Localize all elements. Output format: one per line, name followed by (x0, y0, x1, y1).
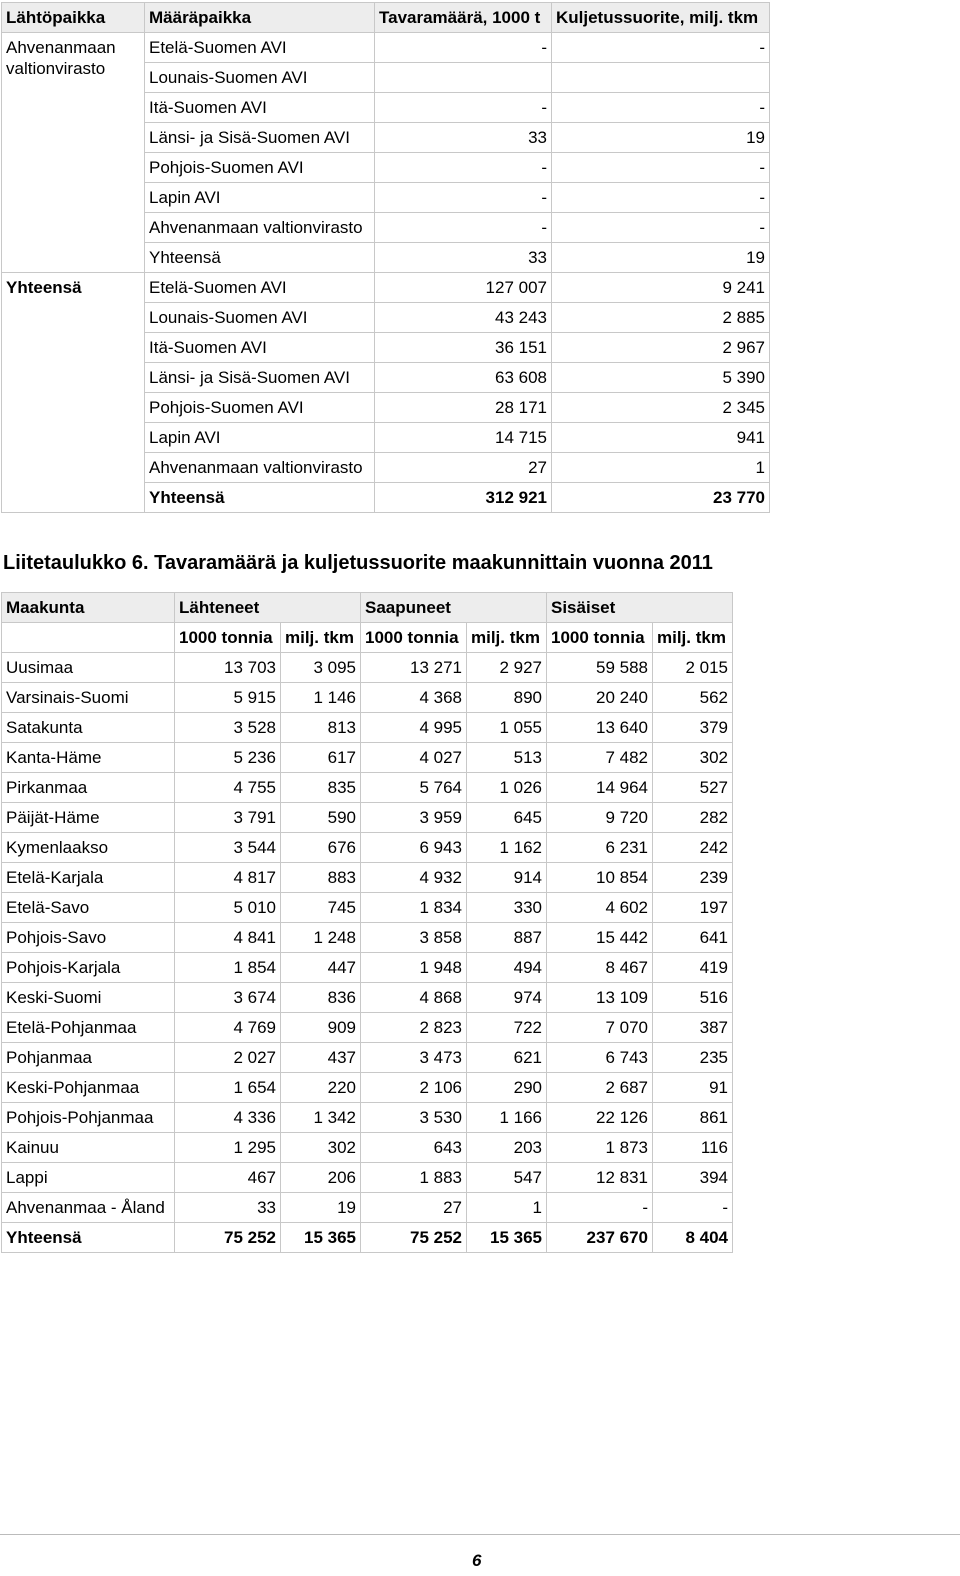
value-cell: 15 442 (547, 923, 653, 953)
value-cell: 835 (281, 773, 361, 803)
region-cell: Etelä-Pohjanmaa (2, 1013, 175, 1043)
value-cell: 33 (375, 123, 552, 153)
value-cell: 7 070 (547, 1013, 653, 1043)
value-cell: 4 602 (547, 893, 653, 923)
value-cell: 13 109 (547, 983, 653, 1013)
value-cell: 1 948 (361, 953, 467, 983)
region-cell: Kanta-Häme (2, 743, 175, 773)
total-value: 15 365 (467, 1223, 547, 1253)
unit-header: 1000 tonnia (547, 623, 653, 653)
region-cell: Etelä-Karjala (2, 863, 175, 893)
value-cell: 4 995 (361, 713, 467, 743)
value-cell: 9 241 (552, 273, 770, 303)
value-cell: 235 (653, 1043, 733, 1073)
total-value: 75 252 (361, 1223, 467, 1253)
value-cell: 547 (467, 1163, 547, 1193)
value-cell: 641 (653, 923, 733, 953)
value-cell: 302 (653, 743, 733, 773)
table-caption: Liitetaulukko 6. Tavaramäärä ja kuljetussuorite maakunnittain vuonna 2011 (3, 552, 713, 574)
total-label: Yhteensä (2, 1223, 175, 1253)
value-cell: 2 885 (552, 303, 770, 333)
table-row (2, 1193, 733, 1223)
value-cell: - (375, 153, 552, 183)
value-cell: 890 (467, 683, 547, 713)
value-cell: 447 (281, 953, 361, 983)
value-cell: 516 (653, 983, 733, 1013)
value-cell: 33 (175, 1193, 281, 1223)
value-cell: 2 345 (552, 393, 770, 423)
value-cell: 19 (552, 123, 770, 153)
empty-header-cell (2, 623, 175, 653)
value-cell: 5 236 (175, 743, 281, 773)
value-cell: 437 (281, 1043, 361, 1073)
value-cell: 1 146 (281, 683, 361, 713)
region-cell: Pohjois-Karjala (2, 953, 175, 983)
destination-cell: Lapin AVI (145, 183, 375, 213)
value-cell: 116 (653, 1133, 733, 1163)
region-cell: Ahvenanmaa - Åland (2, 1193, 175, 1223)
table-row (2, 33, 770, 63)
value-cell: 239 (653, 863, 733, 893)
table-row (2, 893, 733, 923)
value-cell: 4 868 (361, 983, 467, 1013)
value-cell: 887 (467, 923, 547, 953)
value-cell: 4 027 (361, 743, 467, 773)
value-cell: - (547, 1193, 653, 1223)
value-cell: 4 336 (175, 1103, 281, 1133)
value-cell: 861 (653, 1103, 733, 1133)
value-cell: 590 (281, 803, 361, 833)
page-number: 6 (472, 1551, 482, 1570)
value-cell: 10 854 (547, 863, 653, 893)
value-cell: 467 (175, 1163, 281, 1193)
footer-divider (0, 1534, 960, 1535)
table-row (2, 683, 733, 713)
origin-cell: Yhteensä (2, 273, 145, 513)
value-cell: 3 473 (361, 1043, 467, 1073)
total-value: 75 252 (175, 1223, 281, 1253)
group-header: Maakunta (2, 593, 175, 623)
value-cell: 745 (281, 893, 361, 923)
total-row (2, 1223, 733, 1253)
value-cell: 974 (467, 983, 547, 1013)
table-row (2, 713, 733, 743)
value-cell: 1 162 (467, 833, 547, 863)
value-cell: 1 873 (547, 1133, 653, 1163)
total-value: 15 365 (281, 1223, 361, 1253)
value-cell: 220 (281, 1073, 361, 1103)
region-cell: Varsinais-Suomi (2, 683, 175, 713)
region-cell: Satakunta (2, 713, 175, 743)
value-cell: 13 271 (361, 653, 467, 683)
table-row (2, 833, 733, 863)
value-cell: 1 (552, 453, 770, 483)
unit-header: milj. tkm (281, 623, 361, 653)
destination-cell: Yhteensä (145, 243, 375, 273)
value-cell: 722 (467, 1013, 547, 1043)
value-cell: 63 608 (375, 363, 552, 393)
destination-cell: Ahvenanmaan valtionvirasto (145, 213, 375, 243)
value-cell: 2 027 (175, 1043, 281, 1073)
value-cell: 27 (375, 453, 552, 483)
value-cell: 941 (552, 423, 770, 453)
value-cell: 562 (653, 683, 733, 713)
column-header: Tavaramäärä, 1000 t (375, 3, 552, 33)
destination-cell: Lounais-Suomen AVI (145, 63, 375, 93)
column-header: Lähtöpaikka (2, 3, 145, 33)
value-cell: 3 528 (175, 713, 281, 743)
value-cell (552, 63, 770, 93)
table-row (2, 1013, 733, 1043)
value-cell: 1 026 (467, 773, 547, 803)
value-cell: 1 883 (361, 1163, 467, 1193)
sub-header-row (2, 623, 733, 653)
destination-cell: Etelä-Suomen AVI (145, 273, 375, 303)
group-header: Sisäiset (547, 593, 733, 623)
table-header-row (2, 3, 770, 33)
value-cell: 8 467 (547, 953, 653, 983)
region-cell: Pirkanmaa (2, 773, 175, 803)
destination-cell: Yhteensä (145, 483, 375, 513)
value-cell: 394 (653, 1163, 733, 1193)
value-cell: 3 959 (361, 803, 467, 833)
value-cell: 3 530 (361, 1103, 467, 1133)
value-cell: 643 (361, 1133, 467, 1163)
value-cell: 12 831 (547, 1163, 653, 1193)
value-cell: 1 055 (467, 713, 547, 743)
value-cell: 197 (653, 893, 733, 923)
region-freight-table (1, 592, 733, 1253)
value-cell: 4 841 (175, 923, 281, 953)
region-cell: Etelä-Savo (2, 893, 175, 923)
unit-header: 1000 tonnia (361, 623, 467, 653)
value-cell: 19 (552, 243, 770, 273)
value-cell: - (375, 93, 552, 123)
value-cell: 19 (281, 1193, 361, 1223)
value-cell: 4 769 (175, 1013, 281, 1043)
value-cell: 13 640 (547, 713, 653, 743)
column-header: Kuljetussuorite, milj. tkm (552, 3, 770, 33)
value-cell: 813 (281, 713, 361, 743)
value-cell: - (375, 183, 552, 213)
value-cell: 5 915 (175, 683, 281, 713)
destination-cell: Lounais-Suomen AVI (145, 303, 375, 333)
value-cell: - (552, 33, 770, 63)
group-header: Lähteneet (175, 593, 361, 623)
value-cell: 1 854 (175, 953, 281, 983)
value-cell: 13 703 (175, 653, 281, 683)
avi-freight-table (1, 2, 770, 513)
value-cell: - (552, 213, 770, 243)
table-row (2, 803, 733, 833)
value-cell: 2 106 (361, 1073, 467, 1103)
value-cell: - (375, 33, 552, 63)
region-cell: Uusimaa (2, 653, 175, 683)
value-cell: 206 (281, 1163, 361, 1193)
table-row (2, 1073, 733, 1103)
value-cell: 1 654 (175, 1073, 281, 1103)
value-cell: 3 544 (175, 833, 281, 863)
value-cell: 9 720 (547, 803, 653, 833)
value-cell: 4 755 (175, 773, 281, 803)
table-row (2, 1163, 733, 1193)
column-header: Määräpaikka (145, 3, 375, 33)
value-cell: 3 858 (361, 923, 467, 953)
table-row (2, 743, 733, 773)
value-cell: 419 (653, 953, 733, 983)
value-cell: 1 (467, 1193, 547, 1223)
value-cell: 836 (281, 983, 361, 1013)
value-cell: 43 243 (375, 303, 552, 333)
value-cell: - (375, 213, 552, 243)
destination-cell: Lapin AVI (145, 423, 375, 453)
value-cell: 1 166 (467, 1103, 547, 1133)
total-value: 237 670 (547, 1223, 653, 1253)
table-row (2, 1043, 733, 1073)
value-cell: 28 171 (375, 393, 552, 423)
table-row (2, 773, 733, 803)
value-cell: 513 (467, 743, 547, 773)
destination-cell: Etelä-Suomen AVI (145, 33, 375, 63)
value-cell: 7 482 (547, 743, 653, 773)
table-row (2, 983, 733, 1013)
value-cell: 20 240 (547, 683, 653, 713)
value-cell: 379 (653, 713, 733, 743)
value-cell: 33 (375, 243, 552, 273)
value-cell: 2 967 (552, 333, 770, 363)
value-cell: 527 (653, 773, 733, 803)
value-cell: 494 (467, 953, 547, 983)
value-cell: 203 (467, 1133, 547, 1163)
value-cell: - (552, 183, 770, 213)
total-value: 8 404 (653, 1223, 733, 1253)
value-cell: 4 368 (361, 683, 467, 713)
value-cell: 2 687 (547, 1073, 653, 1103)
value-cell: 91 (653, 1073, 733, 1103)
destination-cell: Pohjois-Suomen AVI (145, 393, 375, 423)
value-cell: 302 (281, 1133, 361, 1163)
value-cell: - (552, 93, 770, 123)
region-cell: Lappi (2, 1163, 175, 1193)
origin-cell: Ahvenanmaan valtionvirasto (2, 33, 145, 273)
destination-cell: Itä-Suomen AVI (145, 93, 375, 123)
unit-header: milj. tkm (467, 623, 547, 653)
unit-header: 1000 tonnia (175, 623, 281, 653)
value-cell: 312 921 (375, 483, 552, 513)
value-cell: 3 674 (175, 983, 281, 1013)
value-cell: 914 (467, 863, 547, 893)
value-cell: 14 964 (547, 773, 653, 803)
value-cell: 387 (653, 1013, 733, 1043)
value-cell: 1 342 (281, 1103, 361, 1133)
value-cell: 4 932 (361, 863, 467, 893)
value-cell: 883 (281, 863, 361, 893)
destination-cell: Länsi- ja Sisä-Suomen AVI (145, 123, 375, 153)
value-cell: 5 010 (175, 893, 281, 923)
table-row (2, 273, 770, 303)
value-cell: 27 (361, 1193, 467, 1223)
group-header-row (2, 593, 733, 623)
value-cell: 1 248 (281, 923, 361, 953)
value-cell: 22 126 (547, 1103, 653, 1133)
value-cell: 6 743 (547, 1043, 653, 1073)
value-cell: 6 943 (361, 833, 467, 863)
table-row (2, 863, 733, 893)
value-cell: 2 927 (467, 653, 547, 683)
value-cell: 6 231 (547, 833, 653, 863)
destination-cell: Ahvenanmaan valtionvirasto (145, 453, 375, 483)
value-cell: 5 390 (552, 363, 770, 393)
value-cell: - (552, 153, 770, 183)
region-cell: Pohjanmaa (2, 1043, 175, 1073)
value-cell: 23 770 (552, 483, 770, 513)
value-cell: 59 588 (547, 653, 653, 683)
table-row (2, 653, 733, 683)
destination-cell: Pohjois-Suomen AVI (145, 153, 375, 183)
value-cell: 4 817 (175, 863, 281, 893)
region-cell: Kainuu (2, 1133, 175, 1163)
value-cell: 290 (467, 1073, 547, 1103)
value-cell: 5 764 (361, 773, 467, 803)
unit-header: milj. tkm (653, 623, 733, 653)
value-cell: - (653, 1193, 733, 1223)
region-cell: Pohjois-Savo (2, 923, 175, 953)
table-row (2, 923, 733, 953)
value-cell: 621 (467, 1043, 547, 1073)
value-cell: 2 015 (653, 653, 733, 683)
value-cell: 676 (281, 833, 361, 863)
value-cell: 2 823 (361, 1013, 467, 1043)
value-cell: 127 007 (375, 273, 552, 303)
destination-cell: Länsi- ja Sisä-Suomen AVI (145, 363, 375, 393)
value-cell: 14 715 (375, 423, 552, 453)
value-cell: 36 151 (375, 333, 552, 363)
region-cell: Keski-Suomi (2, 983, 175, 1013)
group-header: Saapuneet (361, 593, 547, 623)
region-cell: Kymenlaakso (2, 833, 175, 863)
region-cell: Keski-Pohjanmaa (2, 1073, 175, 1103)
table-row (2, 953, 733, 983)
value-cell: 909 (281, 1013, 361, 1043)
region-cell: Pohjois-Pohjanmaa (2, 1103, 175, 1133)
value-cell: 3 791 (175, 803, 281, 833)
value-cell: 282 (653, 803, 733, 833)
value-cell (375, 63, 552, 93)
value-cell: 1 834 (361, 893, 467, 923)
destination-cell: Itä-Suomen AVI (145, 333, 375, 363)
value-cell: 617 (281, 743, 361, 773)
table-row (2, 1133, 733, 1163)
value-cell: 242 (653, 833, 733, 863)
value-cell: 330 (467, 893, 547, 923)
region-cell: Päijät-Häme (2, 803, 175, 833)
value-cell: 3 095 (281, 653, 361, 683)
table-row (2, 1103, 733, 1133)
value-cell: 1 295 (175, 1133, 281, 1163)
value-cell: 645 (467, 803, 547, 833)
